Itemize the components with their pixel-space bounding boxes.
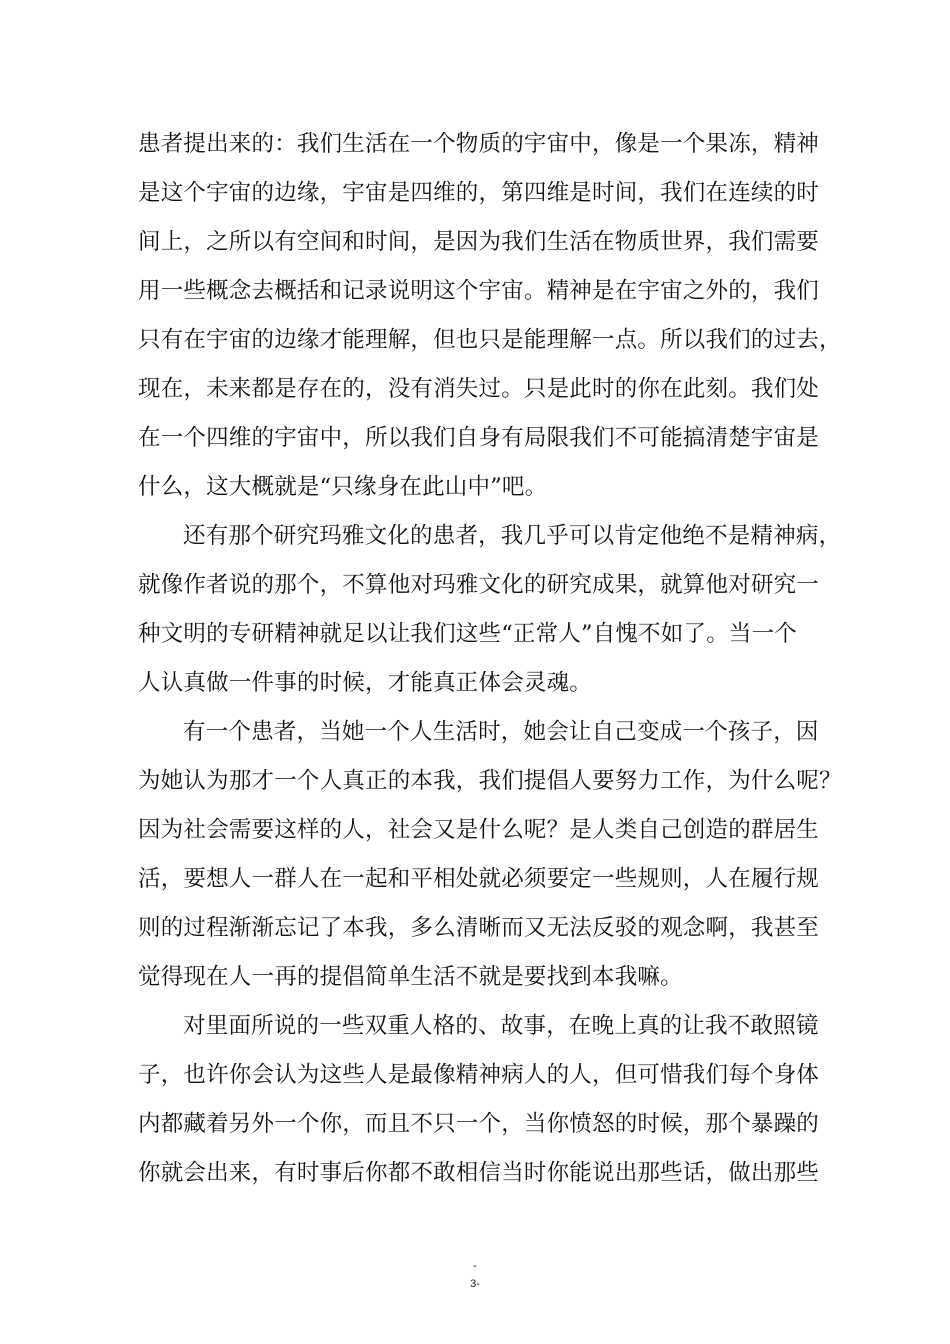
text-line: 用一些概念去概括和记录说明这个宇宙。精神是在宇宙之外的，我们 xyxy=(138,278,820,304)
text-line: 就像作者说的那个，不算他对玛雅文化的研究成果，就算他对研究一 xyxy=(138,572,820,598)
text-line: 则的过程渐渐忘记了本我，多么清晰而又无法反驳的观念啊，我甚至 xyxy=(138,915,820,941)
text-line: 对里面所说的一些双重人格的、故事，在晚上真的让我不敢照镜 xyxy=(183,1013,819,1039)
text-line: 子，也许你会认为这些人是最像精神病人的人，但可惜我们每个身体 xyxy=(138,1062,820,1088)
text-line: 活，要想人一群人在一起和平相处就必须要定一些规则，人在履行规 xyxy=(138,866,820,892)
text-line: 有一个患者，当她一个人生活时，她会让自己变成一个孩子，因 xyxy=(183,719,819,745)
text-line: 为她认为那才一个人真正的本我，我们提倡人要努力工作，为什么呢？ xyxy=(138,768,842,794)
text-line: 人认真做一件事的时候，才能真正体会灵魂。 xyxy=(138,670,593,696)
text-line: 还有那个研究玛雅文化的患者，我几乎可以肯定他绝不是精神病， xyxy=(183,523,842,549)
text-line: 什么，这大概就是“只缘身在此山中”吧。 xyxy=(138,474,548,500)
text-line: 是这个宇宙的边缘，宇宙是四维的，第四维是时间，我们在连续的时 xyxy=(138,180,820,206)
text-line: 你就会出来，有时事后你都不敢相信当时你能说出那些话，做出那些 xyxy=(138,1160,820,1186)
text-line: 在一个四维的宇宙中，所以我们自身有局限我们不可能搞清楚宇宙是 xyxy=(138,425,820,451)
text-line: 种文明的专研精神就足以让我们这些“正常人”自愧不如了。当一个 xyxy=(138,621,798,647)
footer-dash: - xyxy=(473,1260,477,1272)
text-line: 因为社会需要这样的人，社会又是什么呢？是人类自己创造的群居生 xyxy=(138,817,820,843)
paragraph xyxy=(138,512,842,708)
page-number: 3- xyxy=(470,1278,480,1290)
text-line: 内都藏着另外一个你，而且不只一个，当你愤怒的时候，那个暴躁的 xyxy=(138,1111,820,1137)
text-line: 患者提出来的：我们生活在一个物质的宇宙中，像是一个果冻，精神 xyxy=(138,131,820,157)
paragraph xyxy=(138,120,842,512)
text-line: 只有在宇宙的边缘才能理解，但也只是能理解一点。所以我们的过去， xyxy=(138,327,842,353)
document-body xyxy=(138,120,842,1198)
text-line: 觉得现在人一再的提倡简单生活不就是要找到本我嘛。 xyxy=(138,964,683,990)
paragraph xyxy=(138,1002,818,1198)
text-line: 现在，未来都是存在的，没有消失过。只是此时的你在此刻。我们处 xyxy=(138,376,820,402)
text-line: 间上，之所以有空间和时间，是因为我们生活在物质世界，我们需要 xyxy=(138,229,820,255)
paragraph xyxy=(138,708,842,1002)
